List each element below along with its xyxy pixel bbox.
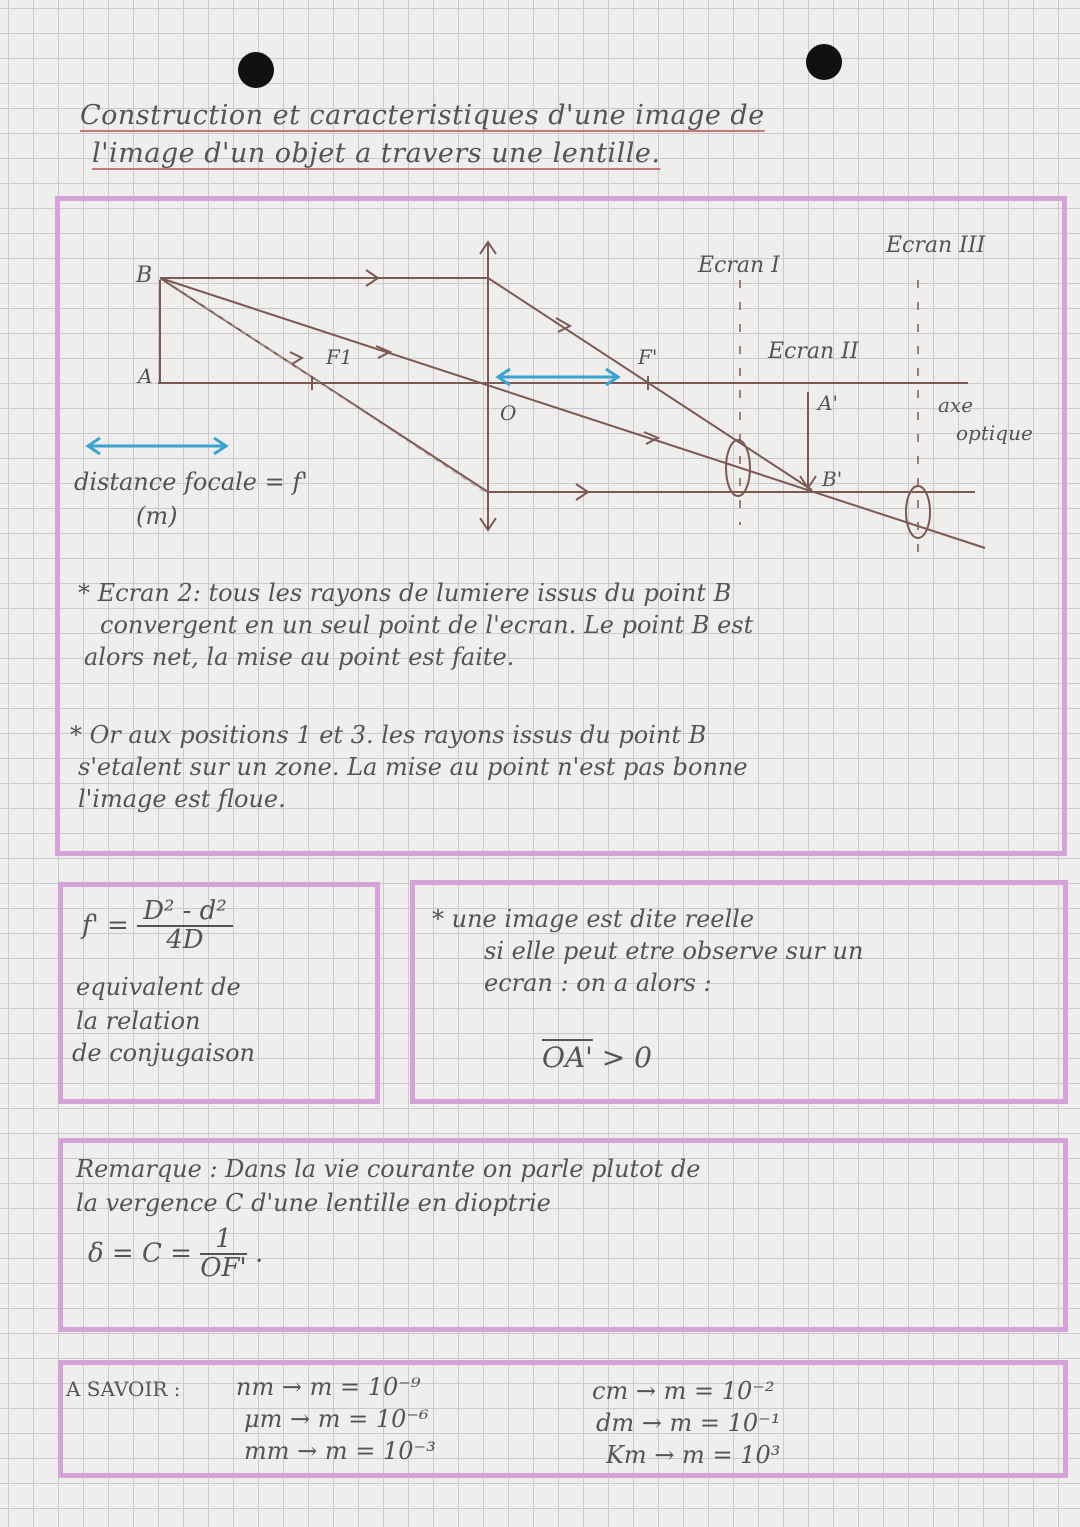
note-other-line2: s'etalent sur un zone. La mise au point n'est pas bonne [78,753,748,781]
label-optique: optique [956,421,1033,445]
savoir-label: A SAVOIR : [66,1377,181,1401]
formula-greater-zero: > 0 [601,1041,652,1074]
page-title-line2: l'image d'un objet a travers une lentille. [92,138,661,169]
formula-numerator: D² - d² [137,898,233,927]
label-Aprime: A' [818,391,838,415]
note-ecran2-line1: * Ecran 2: tous les rayons de lumiere issus du point B [78,579,732,607]
savoir-right-2: dm → m = 10⁻¹ [596,1409,781,1437]
note-ecran2-line2: convergent en un seul point de l'ecran. Le point B est [100,611,754,639]
label-A: A [138,364,153,388]
label-ecran-2: Ecran II [768,339,859,364]
real-image-line2: si elle peut etre observe sur un [484,937,864,965]
label-ecran-1: Ecran I [698,253,780,278]
note-other-line1: * Or aux positions 1 et 3. les rayons issus du point B [70,721,707,749]
label-Bprime: B' [822,467,843,491]
formula-note-line2: la relation [76,1007,201,1035]
formula-lhs: f' = [82,910,129,941]
formula-fprime [82,898,233,954]
remark-formula-lhs: δ = C = [88,1238,192,1269]
label-F1: F1 [326,345,353,369]
savoir-left-3: mm → m = 10⁻³ [244,1437,436,1465]
formula-vector-OA: OA' [542,1041,593,1074]
label-axe: axe [938,393,974,417]
focal-distance-label: distance focale = f' [74,468,308,496]
formula-note-line3: de conjugaison [72,1039,256,1067]
real-image-line3: ecran : on a alors : [484,969,712,997]
lens-diagram [0,0,1080,600]
remark-denominator: OF' [200,1253,247,1283]
page-title-line1: Construction et caracteristiques d'une image de [80,100,765,131]
savoir-box [58,1360,1068,1478]
remark-formula [88,1226,263,1282]
remark-line2: la vergence C d'une lentille en dioptrie [76,1189,551,1217]
note-other-line3: l'image est floue. [78,785,286,813]
ray-through-O [160,278,985,548]
remark-formula-end: . [254,1238,264,1269]
remark-line1: Remarque : Dans la vie courante on parle plutot de [76,1155,701,1183]
note-ecran2-line3: alors net, la mise au point est faite. [84,643,515,671]
focal-arrow-legend [88,438,226,454]
label-O: O [500,401,517,425]
formula-note-line1: equivalent de [76,973,241,1001]
savoir-left-1: nm → m = 10⁻⁹ [236,1373,421,1401]
blur-spot-ecran3 [906,486,930,538]
remark-numerator: 1 [200,1226,247,1255]
label-Fprime: F' [638,345,658,369]
formula-denominator: 4D [166,925,204,955]
real-image-formula [542,1041,652,1074]
savoir-right-1: cm → m = 10⁻² [592,1377,775,1405]
savoir-left-2: μm → m = 10⁻⁶ [244,1405,429,1433]
label-ecran-3: Ecran III [886,233,986,258]
real-image-line1: * une image est dite reelle [432,905,755,933]
focal-distance-unit: (m) [136,502,178,530]
savoir-right-3: Km → m = 10³ [606,1441,781,1469]
label-B: B [136,263,153,288]
ray-through-F1 [160,278,488,492]
